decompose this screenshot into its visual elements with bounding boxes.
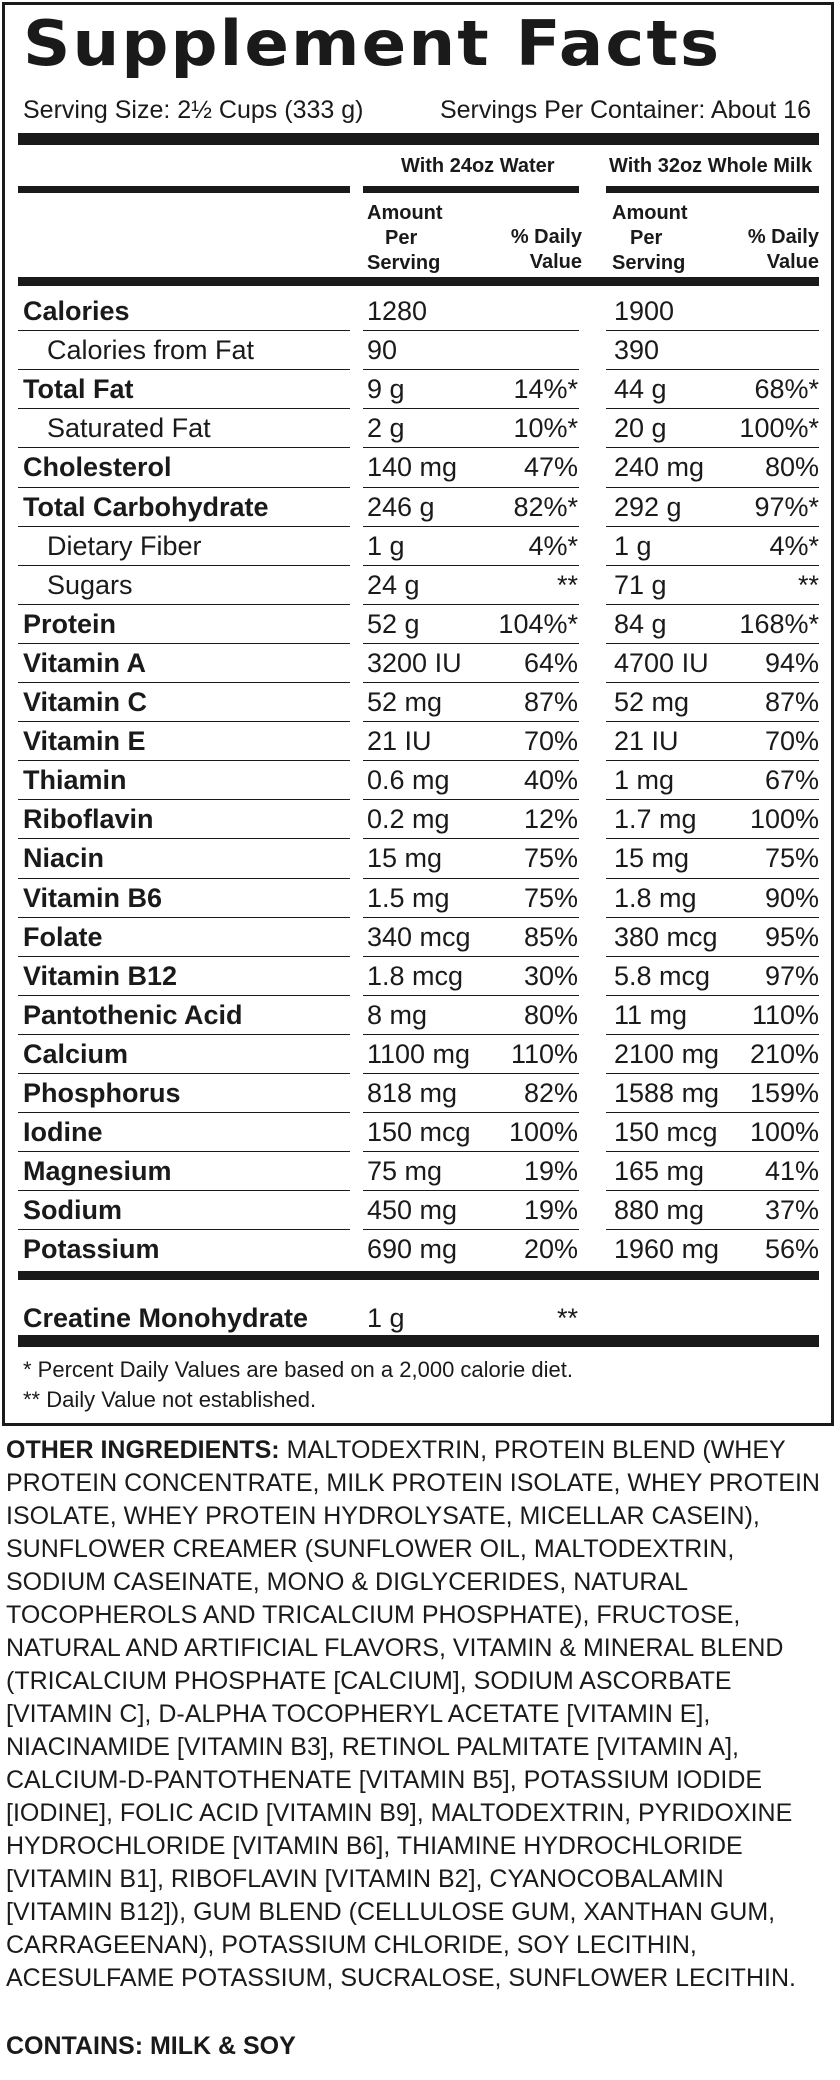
nutrient-name: Vitamin B6 — [23, 882, 163, 913]
column-head-milk: With 32oz Whole Milk — [609, 155, 813, 177]
nutrient-row — [5, 761, 837, 800]
nutrient-name: Dietary Fiber — [47, 530, 202, 561]
nutrient-name: Magnesium — [23, 1156, 172, 1187]
dv-milk: 4%* — [769, 530, 819, 561]
amount-water: 24 g — [367, 569, 420, 600]
dv-milk: 110% — [751, 999, 819, 1030]
nutrient-row — [5, 839, 837, 878]
amount-milk: 240 mg — [614, 452, 705, 483]
nutrient-row — [5, 957, 837, 996]
thick-rule-top — [18, 133, 819, 145]
amount-water: 340 mcg — [367, 921, 471, 952]
amount-line: Per — [630, 227, 663, 249]
amount-milk: 84 g — [614, 608, 667, 639]
dv-water: 100% — [508, 1117, 578, 1148]
nutrient-name: Saturated Fat — [47, 413, 211, 444]
nutrient-row — [5, 566, 837, 605]
dv-water: 10%* — [513, 413, 578, 444]
nutrient-name: Vitamin A — [23, 647, 147, 678]
nutrient-row — [5, 1074, 837, 1113]
nutrient-row — [5, 370, 837, 409]
nutrient-name: Total Carbohydrate — [23, 491, 269, 522]
dv-water: 82% — [523, 1078, 578, 1108]
amount-water: 15 mg — [367, 843, 443, 874]
supplement-facts-panel — [2, 2, 834, 1426]
amount-water: 1100 mg — [367, 1038, 471, 1069]
dv-water: 12% — [523, 804, 578, 835]
nutrient-row — [5, 292, 837, 331]
nutrient-row — [5, 605, 837, 644]
dv-milk: 41% — [764, 1156, 819, 1187]
dv-milk: 94% — [764, 647, 819, 678]
dv-milk: 100%* — [739, 413, 819, 444]
nutrient-row — [5, 1035, 837, 1074]
dv-water: 87% — [523, 687, 578, 717]
allergen-statement: CONTAINS: MILK & SOY — [6, 2032, 296, 2060]
dv-water: 20% — [523, 1234, 578, 1265]
amount-water: 140 mg — [367, 452, 458, 483]
amount-water: 818 mg — [367, 1078, 458, 1108]
nutrient-name: Calcium — [23, 1038, 129, 1069]
nutrient-name: Phosphorus — [23, 1078, 181, 1108]
dv-milk: 70% — [764, 726, 819, 757]
amount-line: Amount — [612, 202, 688, 224]
nutrient-name: Vitamin B12 — [23, 960, 178, 991]
servings-per-container: Servings Per Container: About 16 — [439, 96, 811, 124]
amount-water: 52 g — [367, 608, 420, 639]
amount-water: 2 g — [367, 413, 405, 444]
amount-milk: 4700 IU — [614, 647, 709, 678]
dv-water: ** — [556, 1303, 578, 1333]
dv-milk: 95% — [764, 921, 819, 952]
amount-milk: 20 g — [614, 413, 667, 444]
nutrient-row — [5, 722, 837, 761]
dv-milk: 100% — [749, 804, 819, 835]
dv-line: Value — [529, 251, 582, 273]
dv-milk: 210% — [749, 1038, 819, 1069]
nutrient-name: Calories from Fat — [47, 335, 255, 366]
amount-milk: 11 mg — [614, 999, 688, 1030]
amount-milk: 5.8 mcg — [614, 960, 711, 991]
nutrient-name: Pantothenic Acid — [23, 999, 243, 1030]
amount-milk: 380 mcg — [614, 921, 718, 952]
column-head-water: With 24oz Water — [401, 155, 555, 177]
amount-water: 0.6 mg — [367, 765, 450, 796]
nutrient-row — [5, 1230, 837, 1269]
amount-water: 9 g — [367, 374, 405, 405]
amount-milk: 1 mg — [614, 765, 675, 796]
nutrient-row — [5, 996, 837, 1035]
nutrient-row — [5, 644, 837, 683]
dv-milk: ** — [797, 569, 819, 600]
amount-water: 52 mg — [367, 687, 443, 717]
dv-milk: 168%* — [739, 608, 819, 639]
nutrient-name: Calories — [23, 296, 130, 326]
amount-milk: 1588 mg — [614, 1078, 720, 1108]
amount-water: 0.2 mg — [367, 804, 450, 835]
creatine-row — [5, 1299, 837, 1338]
amount-line: Serving — [367, 252, 441, 274]
amount-water: 1.5 mg — [367, 882, 450, 913]
thick-rule-bottom — [18, 1335, 819, 1347]
nutrient-row — [5, 527, 837, 566]
other-ingredients — [6, 1434, 828, 1995]
amount-line: Per — [385, 227, 418, 249]
amount-milk: 1.8 mg — [614, 882, 697, 913]
amount-milk: 44 g — [614, 374, 667, 405]
dv-water: 4%* — [528, 530, 578, 561]
dv-water: 104%* — [498, 608, 578, 639]
thick-rule-header — [18, 277, 819, 286]
amount-line: Amount — [367, 202, 443, 224]
nutrient-row — [5, 1191, 837, 1230]
amount-milk: 71 g — [614, 569, 667, 600]
amount-water: 246 g — [367, 491, 435, 522]
dv-water: 75% — [523, 882, 578, 913]
dv-water: 40% — [523, 765, 578, 796]
column-rule-name — [18, 186, 350, 193]
amount-water: 1 g — [367, 530, 405, 561]
dv-line: % Daily — [747, 226, 819, 248]
nutrient-name: Folate — [23, 921, 103, 952]
nutrient-row — [5, 918, 837, 957]
amount-milk: 292 g — [614, 491, 682, 522]
dv-water: 85% — [523, 921, 578, 952]
amount-milk: 880 mg — [614, 1195, 705, 1226]
nutrient-name: Vitamin C — [23, 687, 148, 717]
dv-milk: 159% — [749, 1078, 819, 1108]
nutrient-name: Riboflavin — [23, 804, 154, 835]
nutrient-name: Niacin — [23, 843, 105, 874]
nutrient-name: Sugars — [47, 569, 133, 600]
water-amount-header — [367, 201, 443, 276]
dv-milk: 75% — [764, 843, 819, 874]
milk-amount-header — [612, 201, 688, 276]
amount-water: 1280 — [367, 296, 428, 326]
amount-water: 3200 IU — [367, 647, 462, 678]
nutrient-name: Protein — [23, 608, 117, 639]
dv-water: 75% — [523, 843, 578, 874]
dv-water: ** — [556, 569, 578, 600]
amount-milk: 21 IU — [614, 726, 679, 757]
water-dv-header — [507, 225, 582, 275]
dv-milk: 97% — [764, 960, 819, 991]
nutrient-row — [5, 331, 837, 370]
dv-water: 47% — [523, 452, 578, 483]
ingredients-heading: OTHER INGREDIENTS: — [6, 1436, 280, 1464]
nutrient-row — [5, 409, 837, 448]
nutrient-row — [5, 683, 837, 722]
dv-milk: 80% — [764, 452, 819, 483]
dv-milk: 56% — [764, 1234, 819, 1265]
amount-milk: 52 mg — [614, 687, 690, 717]
nutrient-name: Creatine Monohydrate — [23, 1303, 309, 1333]
dv-water: 80% — [523, 999, 578, 1030]
dv-water: 82%* — [513, 491, 578, 522]
amount-water: 150 mcg — [367, 1117, 471, 1148]
milk-dv-header — [744, 225, 819, 275]
amount-water: 450 mg — [367, 1195, 458, 1226]
dv-water: 64% — [523, 647, 578, 678]
nutrient-row — [5, 879, 837, 918]
nutrient-name: Cholesterol — [23, 452, 172, 483]
dv-water: 70% — [523, 726, 578, 757]
dv-milk: 67% — [764, 765, 819, 796]
column-rule-milk — [606, 186, 819, 193]
dv-water: 30% — [523, 960, 578, 991]
amount-milk: 15 mg — [614, 843, 690, 874]
dv-line: % Daily — [510, 226, 582, 248]
nutrient-name: Sodium — [23, 1195, 122, 1226]
nutrient-name: Vitamin E — [23, 726, 146, 757]
footnote-daily-values: * Percent Daily Values are based on a 2,000 calorie diet. — [23, 1357, 573, 1382]
amount-water: 21 IU — [367, 726, 432, 757]
nutrient-name: Potassium — [23, 1234, 160, 1265]
panel-title: Supplement Facts — [23, 7, 722, 80]
nutrient-name: Iodine — [23, 1117, 103, 1148]
amount-water: 1 g — [367, 1303, 405, 1333]
ingredients-list: MALTODEXTRIN, PROTEIN BLEND (WHEY PROTEIN CONCENTRATE, MILK PROTEIN ISOLATE, WHEY PROTEIN ISOLATE, WHEY PROTEIN HYDROLYSATE, MICELLAR CASEIN), SUNFLOWER CREAMER (SUNFLOWER OIL, MALTODEXTRIN, SODIUM CASEINATE, MONO & DIGLYCERIDES, NATURAL TOCOPHEROLS AND TRICALCIUM PHOSPHATE), FRUCTOSE, NATURAL AND ARTIFICIAL FLAVORS, VITAMIN & MINERAL BLEND (TRICALCIUM PHOSPHATE [CALCIUM], SODIUM ASCORBATE [VITAMIN C], D-ALPHA TOCOPHERYL ACETATE [VITAMIN E], NIACINAMIDE [VITAMIN B3], RETINOL PALMITATE [VITAMIN A], CALCIUM-D-PANTOTHENATE [VITAMIN B5], POTASSIUM IODIDE [IODINE], FOLIC ACID [VITAMIN B9], MALTODEXTRIN, PYRIDOXINE HYDROCHLORIDE [VITAMIN B6], THIAMINE HYDROCHLORIDE [VITAMIN B1], RIBOFLAVIN [VITAMIN B2], CYANOCOBALAMIN [VITAMIN B12]), GUM BLEND (CELLULOSE GUM, XANTHAN GUM, CARRAGEENAN), POTASSIUM CHLORIDE, SOY LECITHIN, ACESULFAME POTASSIUM, SUCRALOSE, SUNFLOWER LECITHIN. — [6, 1436, 820, 1992]
amount-milk: 390 — [614, 335, 660, 366]
nutrient-name: Total Fat — [23, 374, 134, 405]
amount-milk: 1 g — [614, 530, 652, 561]
footnote-not-established: ** Daily Value not established. — [23, 1387, 317, 1412]
amount-milk: 150 mcg — [614, 1117, 718, 1148]
dv-milk: 100% — [749, 1117, 819, 1148]
nutrient-row — [5, 1152, 837, 1191]
dv-milk: 90% — [764, 882, 819, 913]
thick-rule-creatine — [18, 1271, 819, 1280]
amount-milk: 1.7 mg — [614, 804, 697, 835]
amount-milk: 1900 — [614, 296, 675, 326]
dv-milk: 68%* — [754, 374, 819, 405]
dv-milk: 37% — [764, 1195, 819, 1226]
amount-water: 75 mg — [367, 1156, 443, 1187]
nutrient-row — [5, 800, 837, 839]
amount-milk: 1960 mg — [614, 1234, 720, 1265]
nutrient-row — [5, 1113, 837, 1152]
column-rule-water — [363, 186, 579, 193]
dv-water: 19% — [523, 1195, 578, 1226]
amount-water: 690 mg — [367, 1234, 458, 1265]
nutrient-name: Thiamin — [23, 765, 127, 796]
nutrient-row — [5, 488, 837, 527]
amount-water: 1.8 mcg — [367, 960, 464, 991]
amount-milk: 2100 mg — [614, 1038, 720, 1069]
amount-water: 90 — [367, 335, 398, 366]
dv-milk: 87% — [764, 687, 819, 717]
amount-line: Serving — [612, 252, 686, 274]
serving-size: Serving Size: 2½ Cups (333 g) — [23, 96, 364, 124]
dv-milk: 97%* — [754, 491, 819, 522]
amount-water: 8 mg — [367, 999, 428, 1030]
dv-water: 14%* — [513, 374, 578, 405]
dv-water: 19% — [523, 1156, 578, 1187]
dv-line: Value — [766, 251, 819, 273]
dv-water: 110% — [510, 1038, 578, 1069]
nutrient-row — [5, 448, 837, 487]
amount-milk: 165 mg — [614, 1156, 705, 1187]
